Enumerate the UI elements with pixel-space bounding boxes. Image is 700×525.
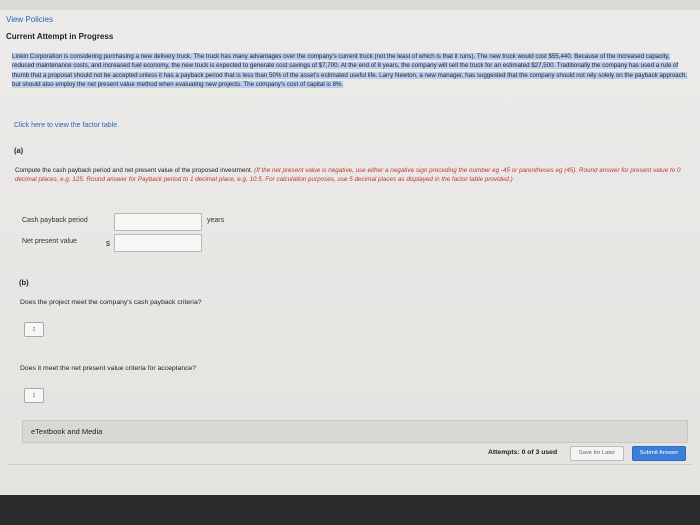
npv-input[interactable]: [114, 234, 202, 252]
submit-answer-button[interactable]: Submit Answer: [632, 446, 686, 461]
problem-statement: [12, 52, 692, 90]
instruction-rounding-note: (If the net present value is negative, use either a negative sign preceding the number eg -45 or parentheses eg (45). Round answer for present value to 0 decimal places, e.g. 125. Round answer for Payback period to 1 decimal place, e.g. 10.5. For calculation purposes, use 5 decimal places as displayed in the factor table provided.): [15, 167, 681, 183]
part-b-label: (b): [19, 278, 29, 287]
etextbook-label: eTextbook and Media: [31, 427, 103, 436]
select-arrows-icon: ↕: [32, 392, 36, 399]
payback-input[interactable]: [114, 213, 202, 231]
etextbook-media-panel[interactable]: [22, 420, 688, 443]
npv-criteria-select[interactable]: [24, 388, 44, 403]
payback-label: Cash payback period: [22, 217, 88, 224]
current-attempt-heading: Current Attempt in Progress: [6, 32, 114, 41]
npv-label: Net present value: [22, 238, 77, 245]
view-policies-link[interactable]: View Policies: [6, 15, 53, 24]
problem-text-highlighted: Linkin Corporation is considering purchasing a new delivery truck. The truck has many advantages over the company's current truck (not the least of which is that it runs). The new truck would cost $55,440. Because of the increased capacity, reduced maintenance costs, and increased fuel economy, the new truck is expected to generate cost savings of $7,700. At the end of 8 years, the company will sell the truck for an estimated $27,500. Traditionally the company has used a rule of thumb that a proposal should not be accepted unless it has a payback period that is less than 50% of the asset's estimated useful life. Larry Newton, a new manager, has suggested that the company should not rely solely on the payback approach, but should also employ the net present value method when evaluating new projects. The company's cost of capital is 8%.: [12, 53, 687, 89]
attempts-counter: Attempts: 0 of 3 used: [488, 449, 558, 456]
save-for-later-button[interactable]: Save for Later: [570, 446, 624, 461]
part-a-label: (a): [14, 146, 24, 155]
instruction-main: Compute the cash payback period and net present value of the proposed investment.: [15, 167, 253, 174]
npv-dollar-sign: $: [106, 241, 110, 248]
part-a-instruction: [15, 166, 685, 184]
monitor-brand-logo: [262, 505, 265, 514]
npv-criteria-question: Does it meet the net present value criteria for acceptance?: [20, 365, 197, 372]
payback-criteria-select[interactable]: [24, 322, 44, 337]
payback-criteria-question: Does the project meet the company's cash payback criteria?: [20, 299, 202, 306]
factor-table-link[interactable]: Click here to view the factor table.: [14, 122, 120, 129]
select-arrows-icon: ↕: [32, 326, 36, 333]
top-strip: [0, 0, 700, 10]
payback-unit: years: [207, 217, 225, 224]
footer-divider: [8, 464, 692, 465]
